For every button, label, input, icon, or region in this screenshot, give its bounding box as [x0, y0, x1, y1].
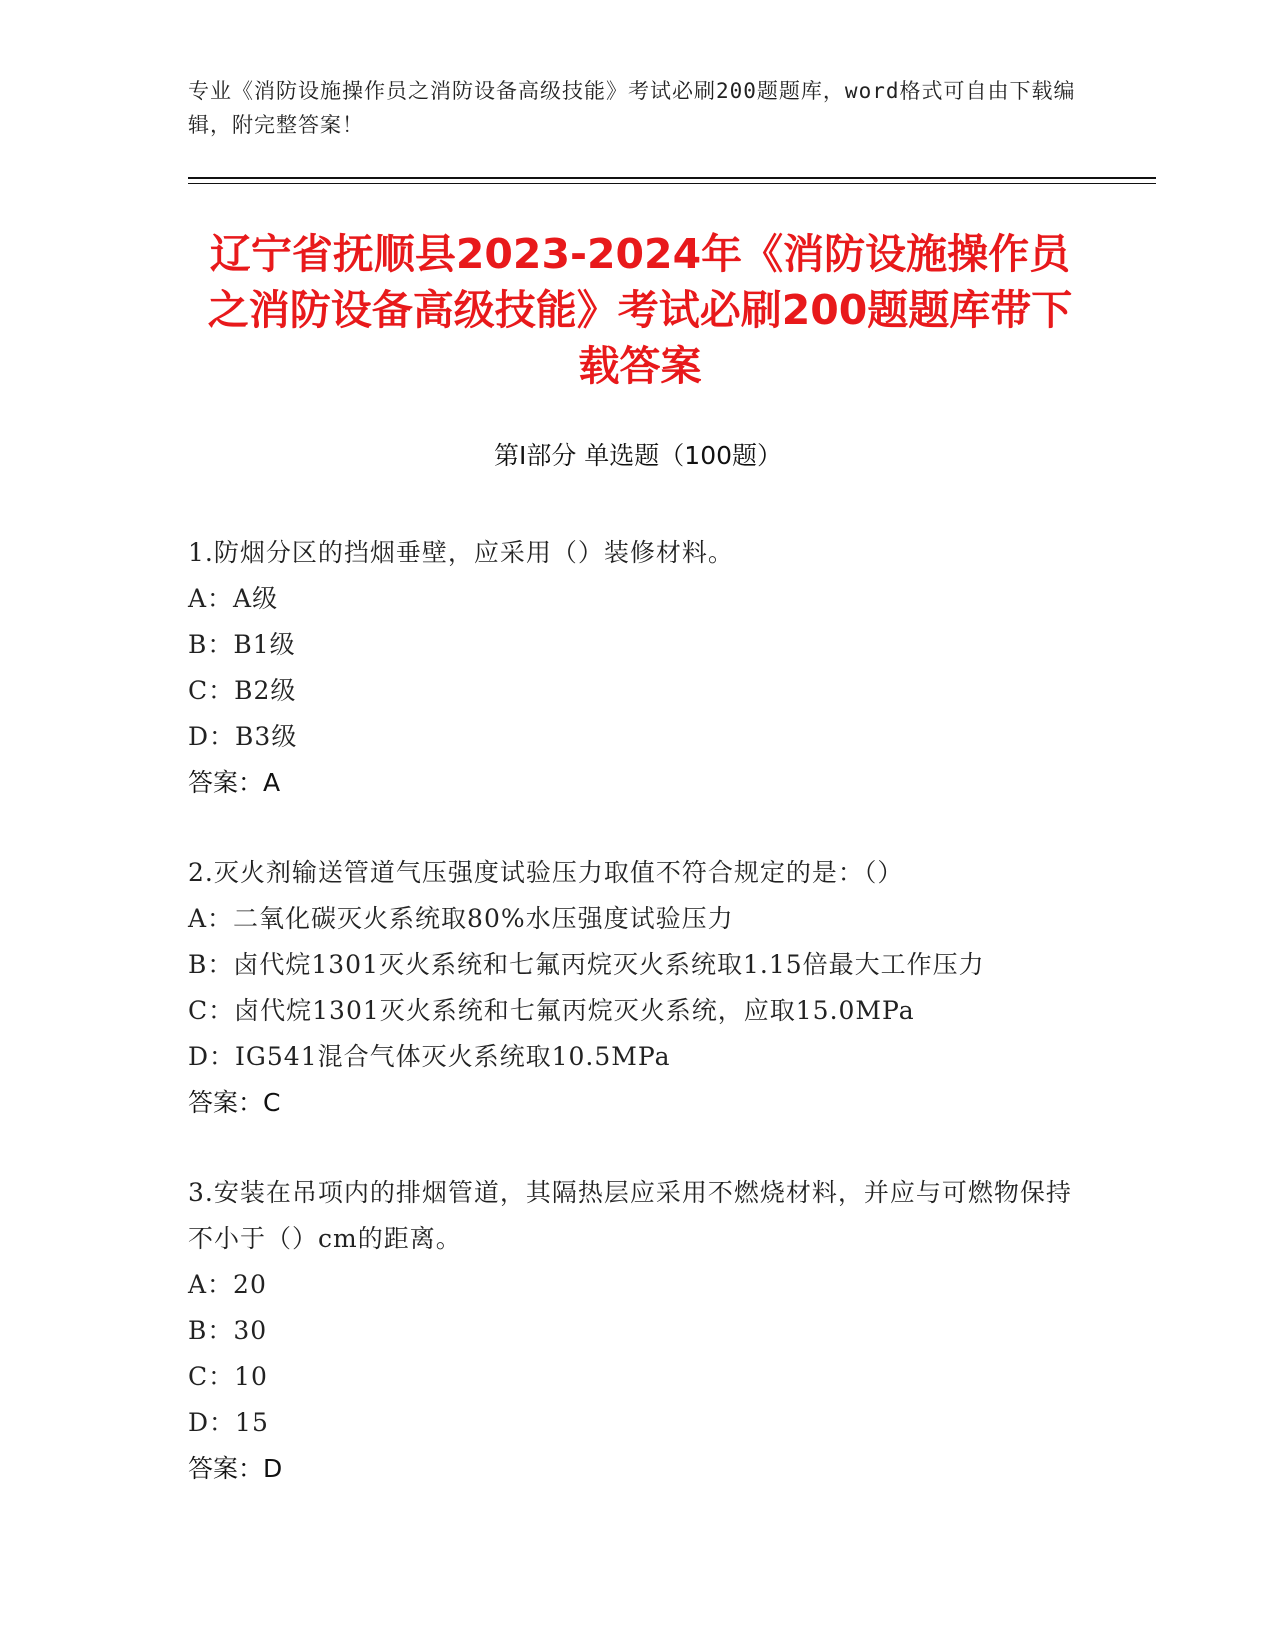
option-c: C：B2级 [188, 676, 297, 705]
question-1 [188, 530, 1088, 806]
option-b: B：B1级 [188, 630, 296, 659]
option-a: A：A级 [188, 584, 279, 613]
option-d: D：IG541混合气体灭火系统取10.5MPa [188, 1042, 671, 1071]
question-answer: 答案：A [188, 768, 281, 797]
option-b: B：卤代烷1301灭火系统和七氟丙烷灭火系统取1.15倍最大工作压力 [188, 950, 985, 979]
section-title: 第I部分 单选题（100题） [493, 441, 783, 470]
option-d: D：B3级 [188, 722, 298, 751]
header-divider-thin [188, 183, 1156, 184]
option-a: A：二氧化碳灭火系统取80%水压强度试验压力 [188, 904, 734, 933]
question-stem: 1.防烟分区的挡烟垂壁，应采用（）装修材料。 [188, 538, 734, 567]
question-stem: 3.安装在吊项内的排烟管道，其隔热层应采用不燃烧材料，并应与可燃物保持不小于（）cm的距离。 [188, 1178, 1072, 1253]
question-stem: 2.灭火剂输送管道气压强度试验压力取值不符合规定的是：（） [188, 858, 904, 887]
question-list [188, 530, 1088, 1536]
question-answer: 答案：C [188, 1088, 281, 1117]
option-c: C：卤代烷1301灭火系统和七氟丙烷灭火系统，应取15.0MPa [188, 996, 915, 1025]
question-3 [188, 1170, 1088, 1492]
document-title: 辽宁省抚顺县2023-2024年《消防设施操作员之消防设备高级技能》考试必刷200题题库带下载答案 [207, 230, 1073, 390]
header-note: 专业《消防设施操作员之消防设备高级技能》考试必刷200题题库，word格式可自由下载编辑，附完整答案！ [188, 79, 1076, 137]
option-c: C：10 [188, 1362, 268, 1391]
option-b: B：30 [188, 1316, 268, 1345]
option-d: D：15 [188, 1408, 269, 1437]
option-a: A：20 [188, 1270, 267, 1299]
question-answer: 答案：D [188, 1454, 283, 1483]
header-divider [188, 177, 1156, 179]
question-2 [188, 850, 1088, 1126]
